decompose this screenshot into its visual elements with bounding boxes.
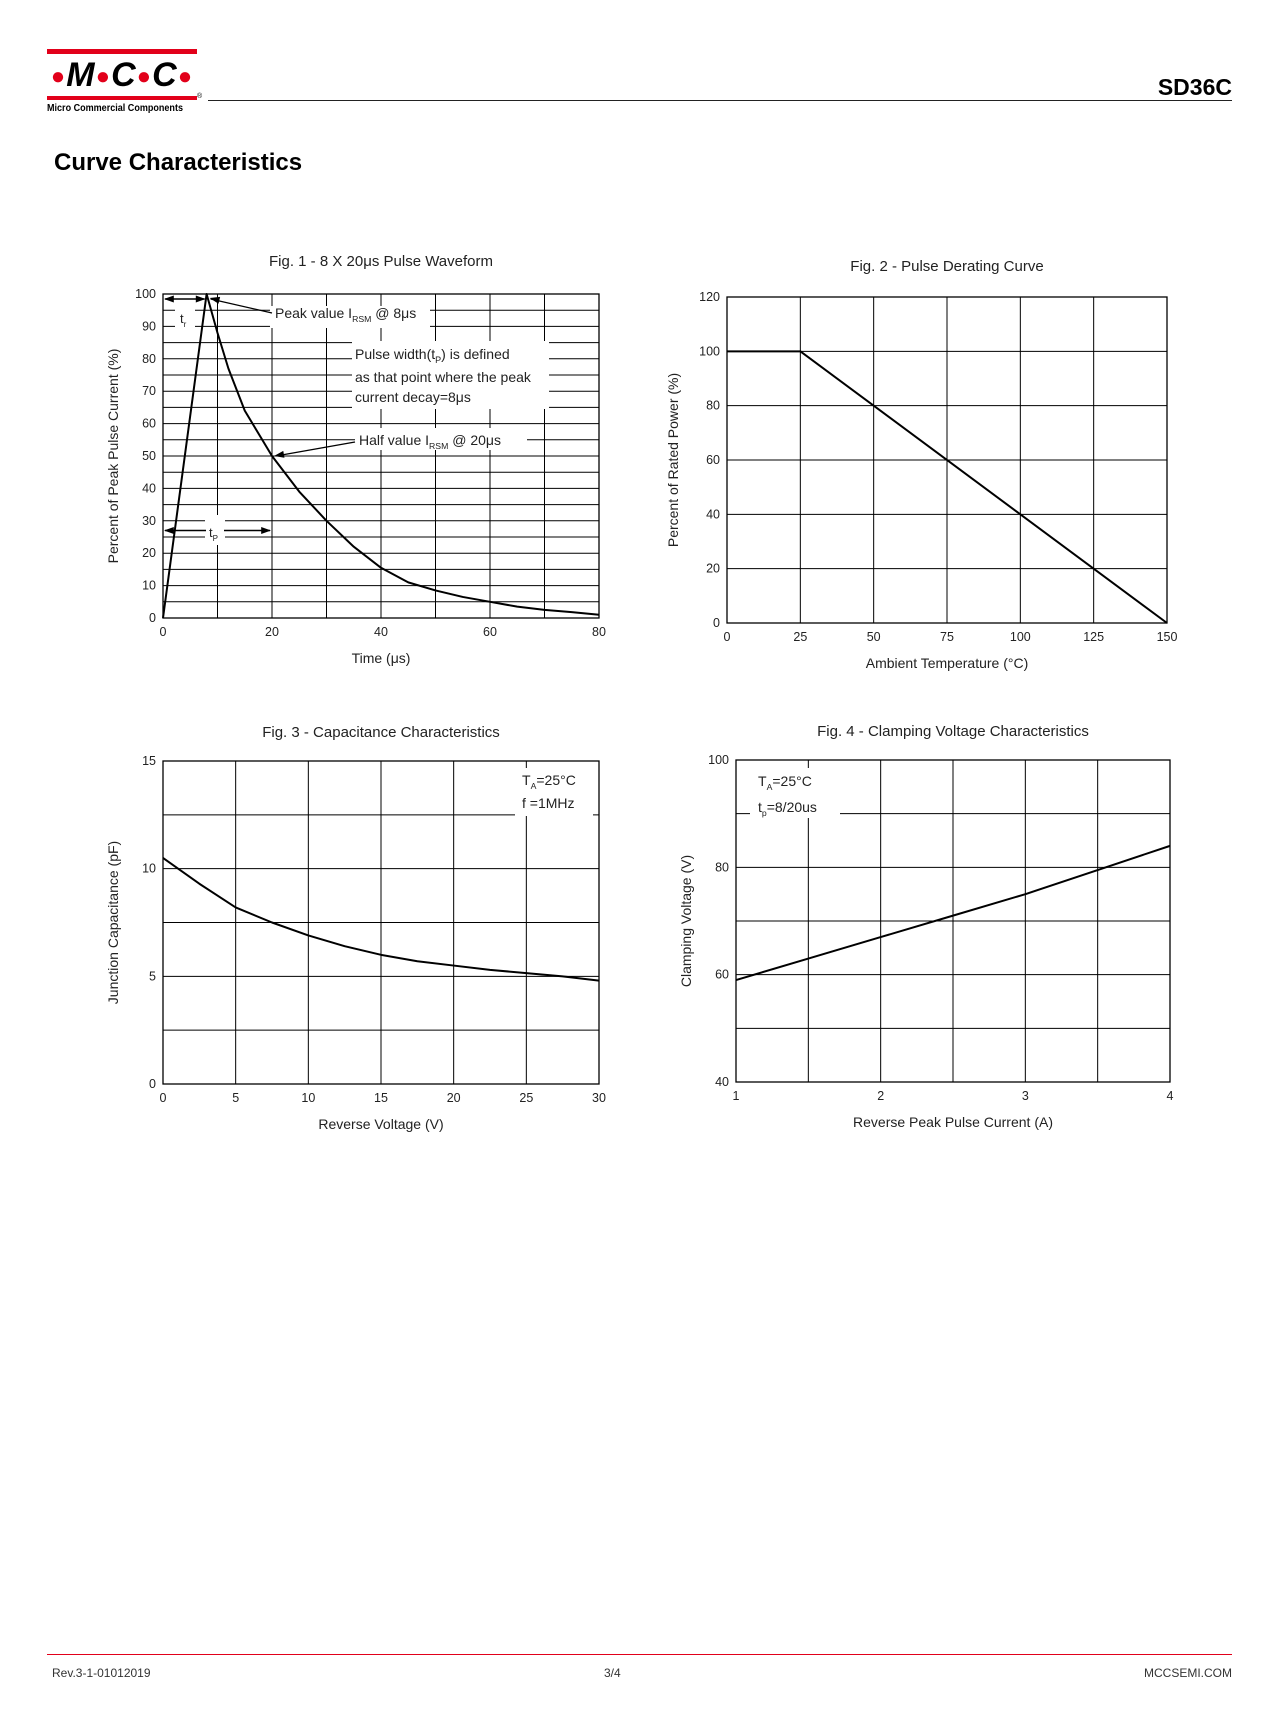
half-arrow-line: [276, 442, 355, 456]
chart-3-y-tick-label: 10: [142, 861, 156, 876]
footer-revision: Rev.3-1-01012019: [52, 1666, 151, 1680]
chart-2-x-tick-label: 50: [866, 630, 881, 644]
condition-temperature-after: =25°C: [536, 772, 576, 788]
chart-2-x-axis-label: Ambient Temperature (°C): [865, 655, 1029, 671]
chart-1-y-tick-label: 100: [135, 287, 156, 301]
logo-subtitle: Micro Commercial Components: [47, 102, 183, 114]
chart-4-y-axis-label: Clamping Voltage (V): [678, 854, 694, 988]
footer-website[interactable]: MCCSEMI.COM: [1144, 1666, 1232, 1680]
chart-2-y-tick-label: 0: [713, 616, 720, 630]
chart-2-title: Fig. 2 - Pulse Derating Curve: [850, 258, 1044, 275]
condition-pulse-subscript: p: [761, 808, 767, 818]
chart-1-y-tick-label: 80: [142, 351, 156, 366]
chart-1-y-tick-label: 30: [142, 513, 156, 528]
chart-1-x-tick-label: 40: [374, 625, 388, 639]
arrowhead-icon: [210, 297, 221, 304]
part-number: SD36C: [1157, 74, 1232, 100]
chart-3-y-tick-label: 0: [149, 1077, 156, 1091]
chart-4-x-axis-label: Reverse Peak Pulse Current (A): [853, 1114, 1053, 1130]
half-annotation-subscript: RSM: [429, 441, 449, 451]
chart-4-title: Fig. 4 - Clamping Voltage Characteristics: [817, 723, 1089, 740]
arrowhead-icon: [274, 451, 284, 458]
logo-registered: ®: [197, 93, 203, 100]
chart-4-y-tick-label: 100: [708, 753, 729, 767]
peak-annotation-after: @ 8μs: [371, 305, 417, 321]
condition-frequency: f =1MHz: [522, 795, 575, 811]
chart-3-x-axis-label: Reverse Voltage (V): [318, 1116, 444, 1132]
chart-1-title: Fig. 1 - 8 X 20μs Pulse Waveform: [269, 253, 493, 270]
chart-2-y-tick-label: 20: [706, 561, 720, 576]
chart-1-x-tick-label: 0: [159, 625, 167, 639]
half-annotation-main: Half value I: [359, 432, 430, 448]
tr-label-main: t: [180, 311, 184, 326]
condition-temperature-main: T: [522, 772, 531, 788]
chart-1-y-tick-label: 90: [142, 319, 156, 334]
condition-pulse-main: t: [758, 799, 762, 815]
chart-1-y-tick-label: 20: [142, 546, 156, 561]
chart-4-x-tick-label: 4: [1166, 1089, 1174, 1103]
chart-1-y-tick-label: 10: [142, 578, 156, 593]
arrowhead-icon: [164, 296, 174, 303]
chart-3-x-tick-label: 10: [301, 1091, 316, 1105]
logo-text: ●M●C●C●: [50, 56, 194, 94]
pulse-width-line1_after: ) is defined: [441, 346, 510, 362]
peak-arrow-line: [211, 299, 272, 313]
chart-2-y-tick-label: 40: [706, 507, 720, 522]
chart-3-y-axis-label: Junction Capacitance (pF): [105, 840, 121, 1005]
pulse-width-line1_main: Pulse width(t: [355, 346, 436, 362]
chart-4-x-tick-label: 2: [877, 1089, 885, 1103]
chart-4-y-tick-label: 40: [715, 1075, 729, 1089]
tr-label-subscript: r: [183, 320, 187, 329]
chart-2-x-tick-label: 100: [1009, 630, 1031, 644]
tp-label-subscript: P: [212, 534, 218, 543]
footer-divider: [47, 1654, 1232, 1655]
chart-2-y-axis-label: Percent of Rated Power (%): [665, 372, 681, 548]
chart-3-x-tick-label: 20: [446, 1091, 461, 1105]
chart-4-x-tick-label: 3: [1021, 1089, 1029, 1103]
chart-1-y-tick-label: 40: [142, 481, 156, 496]
chart-2-y-tick-label: 120: [699, 290, 720, 304]
chart-2-x-tick-label: 125: [1083, 630, 1105, 644]
chart-3-x-tick-label: 25: [519, 1091, 534, 1105]
chart-3-title: Fig. 3 - Capacitance Characteristics: [262, 724, 500, 741]
half-annotation-after: @ 20μs: [448, 432, 501, 448]
condition-temperature-main: T: [758, 773, 767, 789]
chart-3-x-tick-label: 30: [592, 1091, 606, 1105]
chart-2-y-tick-label: 100: [699, 344, 720, 359]
chart-1-x-tick-label: 20: [265, 625, 279, 639]
chart-3-x-tick-label: 15: [374, 1091, 388, 1105]
chart-2-x-tick-label: 25: [793, 630, 808, 644]
page-title: Curve Characteristics: [54, 149, 303, 176]
chart-2-x-tick-label: 0: [723, 630, 731, 644]
chart-1-y-tick-label: 0: [149, 611, 156, 625]
chart-1-y-axis-label: Percent of Peak Pulse Current (%): [105, 348, 121, 564]
arrowhead-icon: [164, 527, 174, 534]
chart-3-y-tick-label: 5: [149, 969, 156, 984]
peak-annotation-main: Peak value I: [275, 305, 353, 321]
chart-4-y-tick-label: 60: [715, 967, 729, 982]
chart-1-x-tick-label: 60: [483, 625, 497, 639]
chart-1-x-axis-label: Time (μs): [351, 650, 411, 666]
chart-1-y-tick-label: 60: [142, 416, 156, 431]
chart-1-y-tick-label: 70: [142, 384, 156, 399]
chart-3-x-tick-label: 5: [232, 1091, 240, 1105]
chart-3-x-tick-label: 0: [159, 1091, 167, 1105]
chart-1-y-tick-label: 50: [142, 449, 156, 463]
chart-2-y-tick-label: 60: [706, 453, 720, 467]
pulse-width-line3: current decay=8μs: [355, 389, 471, 405]
arrowhead-icon: [261, 527, 271, 534]
condition-temperature-subscript: A: [766, 782, 773, 792]
condition-temperature-after: =25°C: [772, 773, 812, 789]
pulse-width-line2: as that point where the peak: [355, 369, 531, 385]
chart-2-y-tick-label: 80: [706, 398, 720, 413]
peak-annotation-subscript: RSM: [352, 314, 372, 324]
condition-temperature-subscript: A: [530, 781, 537, 791]
chart-4-x-tick-label: 1: [732, 1089, 740, 1103]
chart-1-x-tick-label: 80: [592, 625, 606, 639]
tp-label-main: t: [209, 525, 213, 540]
footer-page-number: 3/4: [604, 1666, 621, 1680]
condition-pulse-after: =8/20us: [766, 799, 817, 815]
chart-2-x-tick-label: 150: [1156, 630, 1178, 644]
arrowhead-icon: [196, 296, 206, 303]
chart-2-x-tick-label: 75: [940, 630, 954, 644]
pulse-width-line1_sub: P: [435, 355, 442, 365]
chart-3-y-tick-label: 15: [142, 754, 156, 768]
chart-4-y-tick-label: 80: [715, 860, 729, 875]
